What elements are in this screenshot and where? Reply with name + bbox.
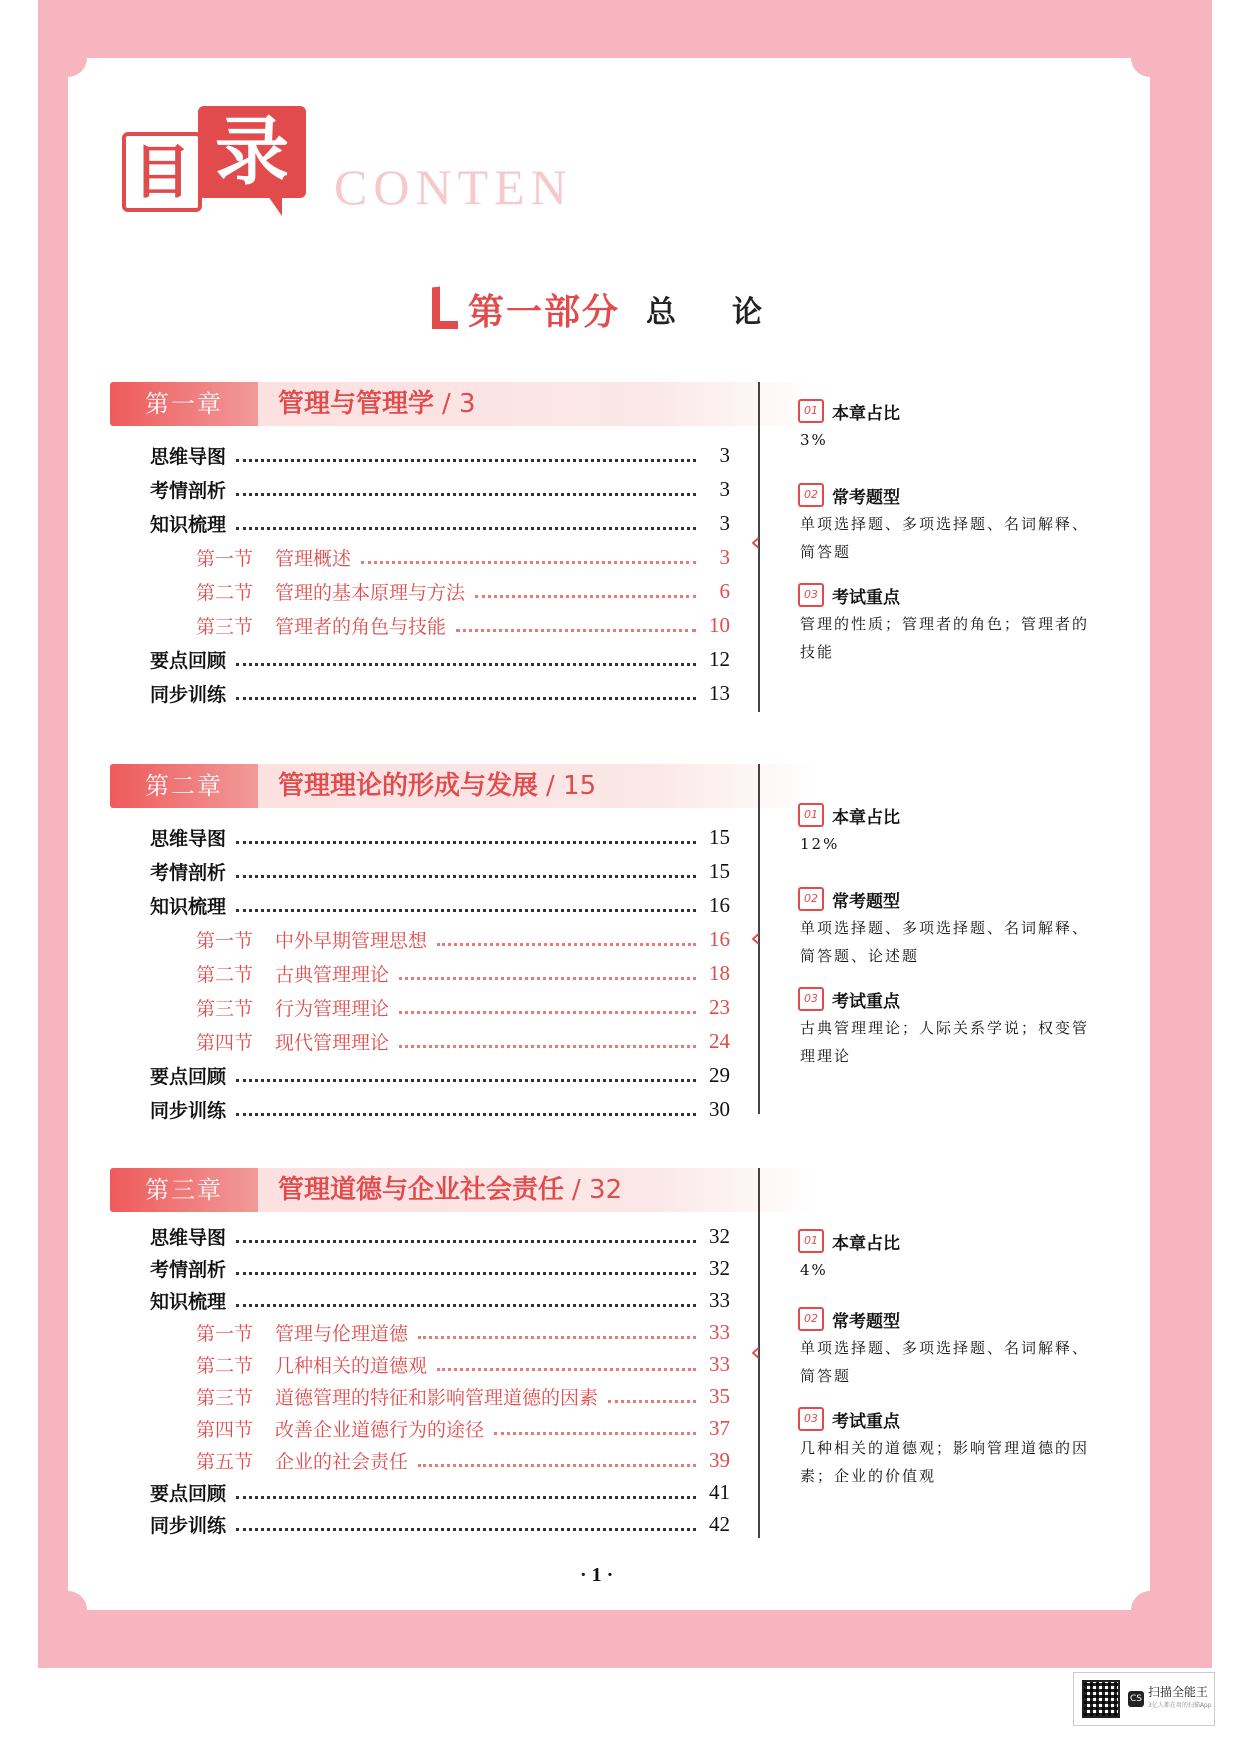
camscanner-logo: CS bbox=[1128, 1691, 1144, 1707]
toc-row[interactable]: 思维导图 32 bbox=[150, 1223, 730, 1249]
book-icon bbox=[430, 287, 460, 331]
chapter-title: 管理理论的形成与发展 / 15 bbox=[278, 771, 597, 801]
toc-section-row[interactable]: 第三节 道德管理的特征和影响管理道德的因素 35 bbox=[196, 1383, 730, 1409]
toc-list bbox=[150, 1220, 730, 1540]
chapter-number: 第一章 bbox=[110, 382, 258, 426]
toc-row[interactable]: 知识梳理 16 bbox=[150, 892, 730, 918]
part-name: 总论 bbox=[646, 295, 819, 330]
toc-row[interactable]: 同步训练 42 bbox=[150, 1511, 730, 1537]
chapter-summary: 01 本章占比 4% 02 常考题型 单项选择题、多项选择题、名词解释、简答题 03 考试重点 几种相关的道德观；影响管理道德的因素；企业的价值观 bbox=[798, 1226, 1098, 1490]
part-label: 第一部分 bbox=[468, 291, 621, 333]
toc-row[interactable]: 考情剖析 15 bbox=[150, 858, 730, 884]
chapter-header[interactable] bbox=[110, 1168, 1120, 1212]
chapter-summary: 01 本章占比 12% 02 常考题型 单项选择题、多项选择题、名词解释、简答题、论述题 03 考试重点 古典管理理论；人际关系学说；权变管理理论 bbox=[798, 800, 1098, 1070]
toc-row[interactable]: 思维导图 15 bbox=[150, 824, 730, 850]
toc-section-row[interactable]: 第三节 行为管理理论 23 bbox=[196, 994, 730, 1020]
scanner-name: 扫描全能王 bbox=[1148, 1685, 1209, 1699]
corner-decoration bbox=[49, 1591, 87, 1629]
scanner-watermark bbox=[1073, 1672, 1215, 1726]
chapter-title: 管理与管理学 / 3 bbox=[278, 389, 476, 419]
chapter-block bbox=[110, 1168, 1120, 1537]
toc-list bbox=[150, 820, 730, 1126]
logo-mu: 目 bbox=[122, 132, 202, 212]
chapter-title: 管理道德与企业社会责任 / 32 bbox=[278, 1175, 623, 1205]
corner-decoration bbox=[1131, 1591, 1169, 1629]
toc-row[interactable]: 考情剖析 3 bbox=[150, 476, 730, 502]
toc-section-row[interactable]: 第四节 改善企业道德行为的途径 37 bbox=[196, 1415, 730, 1441]
part-title bbox=[430, 284, 818, 334]
chapter-block bbox=[110, 382, 1120, 706]
toc-row[interactable]: 思维导图 3 bbox=[150, 442, 730, 468]
chapter-number: 第三章 bbox=[110, 1168, 258, 1212]
toc-row[interactable]: 同步训练 30 bbox=[150, 1096, 730, 1122]
chapter-number: 第二章 bbox=[110, 764, 258, 808]
toc-section-row[interactable]: 第三节 管理者的角色与技能 10 bbox=[196, 612, 730, 638]
toc-row[interactable]: 知识梳理 3 bbox=[150, 510, 730, 536]
toc-section-row[interactable]: 第一节 中外早期管理思想 16 bbox=[196, 926, 730, 952]
chevron-left-icon: ‹ bbox=[750, 525, 762, 558]
corner-decoration bbox=[1131, 39, 1169, 77]
toc-section-row[interactable]: 第二节 几种相关的道德观 33 bbox=[196, 1351, 730, 1377]
toc-row[interactable]: 知识梳理 33 bbox=[150, 1287, 730, 1313]
toc-row[interactable]: 同步训练 13 bbox=[150, 680, 730, 706]
toc-row[interactable]: 要点回顾 29 bbox=[150, 1062, 730, 1088]
toc-section-row[interactable]: 第四节 现代管理理论 24 bbox=[196, 1028, 730, 1054]
logo-bubble-tail bbox=[268, 196, 282, 216]
scanner-sub: 3亿人都在用的扫描App bbox=[1148, 1702, 1212, 1709]
toc-section-row[interactable]: 第五节 企业的社会责任 39 bbox=[196, 1447, 730, 1473]
toc-row[interactable]: 要点回顾 41 bbox=[150, 1479, 730, 1505]
chapter-summary: 01 本章占比 3% 02 常考题型 单项选择题、多项选择题、名词解释、简答题 03 考试重点 管理的性质；管理者的角色；管理者的技能 bbox=[798, 396, 1098, 666]
toc-section-row[interactable]: 第一节 管理与伦理道德 33 bbox=[196, 1319, 730, 1345]
contents-watermark: CONTEN bbox=[334, 159, 573, 215]
toc-section-row[interactable]: 第一节 管理概述 3 bbox=[196, 544, 730, 570]
chapter-block bbox=[110, 764, 1120, 1122]
toc-list bbox=[150, 438, 730, 710]
corner-decoration bbox=[49, 39, 87, 77]
logo-lu: 录 bbox=[198, 106, 306, 198]
qr-code-icon bbox=[1082, 1680, 1120, 1718]
toc-section-row[interactable]: 第二节 古典管理理论 18 bbox=[196, 960, 730, 986]
chevron-left-icon: ‹ bbox=[750, 921, 762, 954]
toc-section-row[interactable]: 第二节 管理的基本原理与方法 6 bbox=[196, 578, 730, 604]
toc-row[interactable]: 考情剖析 32 bbox=[150, 1255, 730, 1281]
toc-row[interactable]: 要点回顾 12 bbox=[150, 646, 730, 672]
chevron-left-icon: ‹ bbox=[750, 1335, 762, 1368]
page-number: · 1 · bbox=[580, 1564, 614, 1586]
